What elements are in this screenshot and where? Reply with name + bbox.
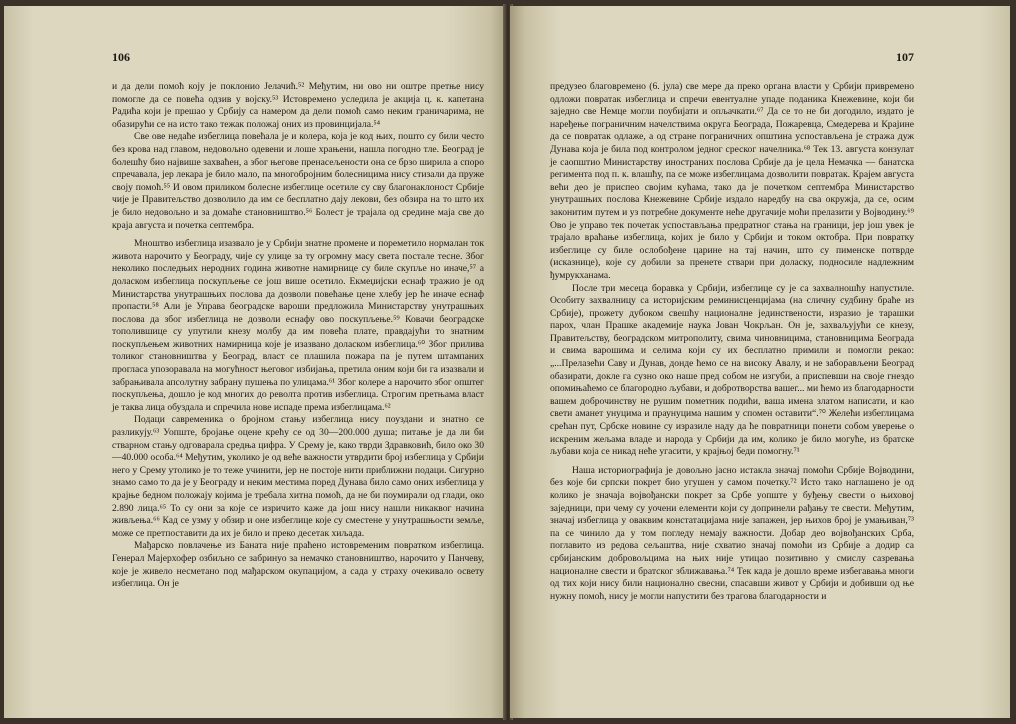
paragraph: После три месеца боравка у Србији, избеглице су је са захвалношћу напустиле. Особиту захвалницу са историјским реминисценцијама (на сличну судбину браће из Србије), прожету дубоком свешћу националне јединствености, изразио је тарашки парох, члан Прашке академије наука Јован Чокрљан. Он је, захваљујући се кнезу, Правитељству, београдском митрополиту, свима чиновницима, становницима Београда и свима варошима и селима који су их бесплатно примили и помогли рекао: „...Прелазећи Саву и Дунав, донде ћемо се на високу Авалу, и не заборављени Београд обазирати, докле га сузно око наше пред собом не изгуби, а приспевши на своје гнездо опомињаћемо се благородно љубави, и добротворства вашег... ми ћемо из благодарности вашем доброчинству не рушим пометник подићи, ваша имена златом написати, и као свети аманет унуцима и праунуцима нашим у спомен оставити“.⁷⁰ Желећи избеглицама срећан пут, Србске новине су изразиле наду да ће повратници понети собом уверење о искреним жељама владе и народа у Србији да им, колико је било могуће, из братске љубави која се никад неће угасити, у крајњој беди помогну.⁷¹ [550,282,914,458]
paragraph: и да дели помоћ коју је поклонио Јелачић.⁵² Међутим, ни ово ни оштре претње нису помогле да се повећа одзив у војску.⁵³ Истовремено уследила је акција ц. к. капетана Радића који је прешао у Србију са намером да дели помоћ само неким граничарима, не обазирући се на исто тако тежак положај оних из провинцијала.⁵⁴ [112,81,484,130]
right-page [510,6,1010,718]
left-page [4,6,506,718]
right-page-text [550,81,914,603]
paragraph: Мноштво избеглица изазвало је у Србији знатне промене и пореметило нормалан ток живота нарочито у Београду, чије су улице за ту огромну масу света постале тесне. Због неколико последњих неродних година животне намирнице су биле скупље но иначе,⁵⁷ а доласком избеглица поскупљење се још више осетило. Екмеџијски еснаф тражио је од Министарства унутрашњих послова да дозволи повећање цене хлебу јер ће иначе еснаф пропасти.⁵⁸ Али је Управа београдске вароши предложила Министарству унутрашњих послова да због избеглица не дозволи еснафу ово поскупљење.⁵⁹ Ковачи београдске тополившице су упутили кнезу молбу да им повећа плате, правдајући то знатним поскупљењем животних намирница које је изазвано доласком избеглица.⁶⁰ Због прилива толиког становништва у Београд, власт се плашила пожара па је путем штампаних прогласа упозоравала на могућност његовог избијања, претила оним који би га изазвали и забрањивала апсолутну забрану пушења по улицама.⁶¹ Због колере а нарочито због општег поскупљења, дошло је код многих до револта против избеглица. Строгим претњама власт је таква лица обуздала и спречила нове испаде према избеглицама.⁶² [112,238,484,413]
left-page-text [112,81,484,591]
page-number-right: 107 [896,50,914,64]
paragraph: предузео благовремено (6. јула) све мере да преко органа власти у Србији привремено одложи повратак избеглица и спречи евентуалне упаде поданика Кнежевине, који би заједно све Немце могли поубијати и опљачкати.⁶⁷ Да се то не би догодило, издато је наређење пограничним начелствима округа Београда, Пожаревца, Смедерева и Крајине да се повратак одлаже, а од стране пограничних општина успостављена је стража дуж Дунава која је била под контролом једног среског начелника.⁶⁸ Тек 13. августа конзулат је саопштио Министарству иностраних послова Србије да је цела Немачка — банатска регимента под п. к. влашћу, па се може избеглицама дозволити повратак. Крајем августа већи део је приспео својим кућама, тако да је почетком септембра Министарство унутрашњих послова Кнежевине Србије издало наредбу на сва окружја, да се, осим законитим путем и уз потребне документе неће другачије моћи прелазити у Војводину.⁶⁹ Ово је управо тек почетак успостављања предратног стања на граници, јер још увек је трајало враћање избеглица, којих је било у Србији и током октобра. При повратку избеглице су биле ослобођене царине на тај начин, што су пименске потврде (исказнице), које су добили за пренете ствари при доласку, подносиле надлежним ђумрукханама. [550,81,914,281]
paragraph: Све ове недаће избеглица повећала је и колера, која је код њих, пошто су били често без крова над главом, недовољно одевени и лоше храњени, нашла погодно тле. Београд је болешћу био највише захваћен, а због његове пренасељености она се брзо ширила а споро спречавала, јер лекара је било мало, па многобројним болесницима нису стизали да пруже своју помоћ.⁵⁵ И овом приликом болесне избеглице осетиле су сву благонаклоност Србије чије је Правитељство дозволило да им се бесплатно дају лекови, без обзира на то што их је било недовољно и за домаће становништво.⁵⁶ Болест је трајала од средине маја све до краја августа и почетка септембра. [112,131,484,231]
paragraph: Наша историографија је довољно јасно истакла значај помоћи Србије Војводини, без које би српски покрет био угушен у самом почетку.⁷² Исто тако наглашено је од колико је значаја војвођански покрет за Србе уопште у буђењу свести о њиховој заједници, при чему су уочени елементи који су допринели рађању те свести. Међутим, значај избеглица у оваквим констатацијама није запажен, јер њихов број је умањиван,⁷³ па се чинило да у том погледу немају важности. Добар део војвођанских Срба, поглавито из редова сељаштва, није схватио значај помоћи из Србије а додир са србијанским добровољцима на њих није утицао позитивно у смислу сазревања националне свести и братског зближавања.⁷⁴ Тек када је дошло време избегавања многи од тих који нису били национално свесни, спасавши живот у Србији и добивши од ње нужну помоћ, нису је могли напустити без трагова благодарности и [550,464,914,602]
page-number-left: 106 [112,50,130,64]
paragraph: Подаци савременика о бројном стању избеглица нису поуздани и знатно се разликују.⁶³ Уопште, бројање оцене крећу се од 30—200.000 душа; питање је да ли би стварном стању одговарала средња цифра. У Срему је, како тврди Здравковић, било око 30—40.000 особа.⁶⁴ Међутим, уколико је од веће важности утврдити број избеглица у Србији него у Срему утолико је то теже учинити, јер не постоје нити приближни подаци. Сигурно знамо само то да је у Београду и неким местима поред Дунава било само оних избеглица у крајње бедном положају којима је требала хитна помоћ, да не би поумирали од глади, око 2.890 лица.⁶⁵ То су они за које се изричито каже да још нису нашли никаквог начина живљења.⁶⁶ Кад се узму у обзир и оне избеглице које су сместене у унутрашњости земље, може се претпоставити да их је било и преко десетак хиљада. [112,414,484,539]
paragraph: Мађарско повлачење из Баната није праћено истовременим повратком избеглица. Генерал Мајерхофер озбиљно се забринуо за немачко становништво, нарочито у Панчеву, које је живело несметано под мађарском окупацијом, а сада у страху очекивало освету избеглица. Он је [112,540,484,590]
